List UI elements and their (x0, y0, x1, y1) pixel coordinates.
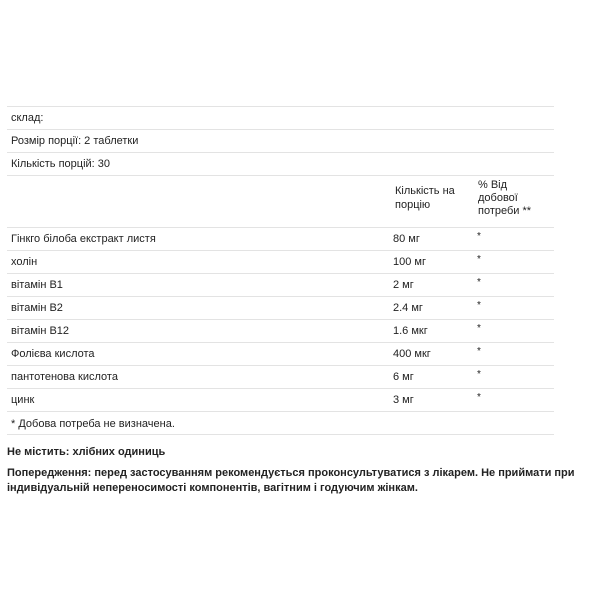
ingredient-daily-value: * (477, 323, 481, 334)
table-row (7, 296, 554, 319)
table-row (7, 319, 554, 342)
serving-size-text: Розмір порції: 2 таблетки (11, 135, 139, 147)
footnote-row (7, 411, 554, 435)
ingredient-daily-value: * (477, 300, 481, 311)
table-row (7, 250, 554, 273)
warning-text: Попередження: перед застосуванням рекомендується проконсультуватися з лікарем. Не приймати при індивідуальній непереносимості компонентів, вагітним і годуючим жінкам. (7, 467, 575, 494)
ingredient-name: холін (11, 256, 38, 268)
composition-row (7, 106, 554, 129)
ingredient-daily-value: * (477, 231, 481, 242)
ingredient-amount: 2.4 мг (393, 302, 423, 314)
ingredient-amount: 80 мг (393, 233, 420, 245)
ingredient-daily-value: * (477, 277, 481, 288)
ingredient-amount: 400 мкг (393, 348, 431, 360)
servings-count-row (7, 152, 554, 175)
ingredient-name: цинк (11, 394, 35, 406)
ingredient-name: вітамін В12 (11, 325, 70, 337)
serving-size-row (7, 129, 554, 152)
table-row (7, 273, 554, 296)
ingredient-name: пантотенова кислота (11, 371, 118, 383)
ingredient-amount: 6 мг (393, 371, 414, 383)
supplement-facts-table (7, 106, 554, 435)
ingredient-name: Гінкго білоба екстракт листя (11, 233, 156, 245)
ingredient-amount: 2 мг (393, 279, 414, 291)
amount-column-header: Кількість на порцію (395, 185, 455, 211)
ingredient-name: Фолієва кислота (11, 348, 95, 360)
ingredient-name: вітамін В2 (11, 302, 63, 314)
ingredient-daily-value: * (477, 392, 481, 403)
ingredient-amount: 1.6 мкг (393, 325, 428, 337)
ingredient-name: вітамін В1 (11, 279, 63, 291)
table-row (7, 365, 554, 388)
ingredient-amount: 100 мг (393, 256, 426, 268)
ingredient-daily-value: * (477, 346, 481, 357)
table-row (7, 342, 554, 365)
table-row (7, 388, 554, 411)
grain-units-note: Не містить: хлібних одиниць (7, 446, 166, 458)
footnote-text: * Добова потреба не визначена. (11, 418, 175, 430)
daily-value-column-header: % Від добової потреби ** (478, 179, 532, 217)
servings-count-text: Кількість порцій: 30 (11, 158, 111, 170)
table-header-row (7, 175, 554, 227)
composition-label: склад: (11, 112, 44, 124)
ingredient-amount: 3 мг (393, 394, 414, 406)
table-row (7, 227, 554, 250)
ingredient-daily-value: * (477, 369, 481, 380)
ingredient-daily-value: * (477, 254, 481, 265)
